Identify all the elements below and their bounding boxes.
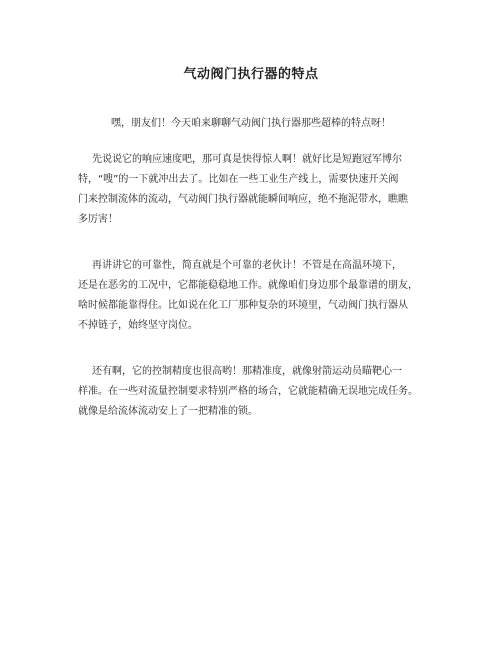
- paragraph-line: 还有啊，它的控制精度也很高哟！那精准度，就像射箭运动员瞄靶心一: [92, 366, 402, 377]
- paragraph-response-speed: [78, 150, 434, 230]
- paragraph-control-precision: [78, 362, 434, 422]
- paragraph-reliability: [78, 256, 434, 336]
- paragraph-line: 门来控制流体的流动，气动阀门执行器就能瞬间响应，绝不拖泥带水，瞧瞧: [78, 194, 408, 205]
- intro-paragraph: 嘿，朋友们！今天咱来聊聊气动阀门执行器那些超棒的特点呀！: [111, 118, 391, 129]
- paragraph-line: 不掉链子，始终坚守岗位。: [78, 320, 198, 331]
- paragraph-line: 就像是给流体流动安上了一把精准的锁。: [78, 406, 258, 417]
- paragraph-line: 多厉害！: [78, 214, 118, 225]
- paragraph-line: 先说说它的响应速度吧，那可真是快得惊人啊！就好比是短跑冠军博尔: [92, 154, 402, 165]
- paragraph-line: 啥时候都能靠得住。比如说在化工厂那种复杂的环境里，气动阀门执行器从: [78, 300, 408, 311]
- document-title: 气动阀门执行器的特点: [183, 67, 319, 82]
- paragraph-line: 特，“嗖”的一下就冲出去了。比如在一些工业生产线上，需要快速开关阀: [78, 174, 399, 185]
- paragraph-line: 还是在恶劣的工况中，它都能稳稳地工作。就像咱们身边那个最靠谱的朋友，: [78, 280, 418, 291]
- paragraph-line: 再讲讲它的可靠性，简直就是个可靠的老伙计！不管是在高温环境下，: [92, 260, 402, 271]
- paragraph-line: 样准。在一些对流量控制要求特别严格的场合，它就能精确无误地完成任务。: [78, 386, 418, 397]
